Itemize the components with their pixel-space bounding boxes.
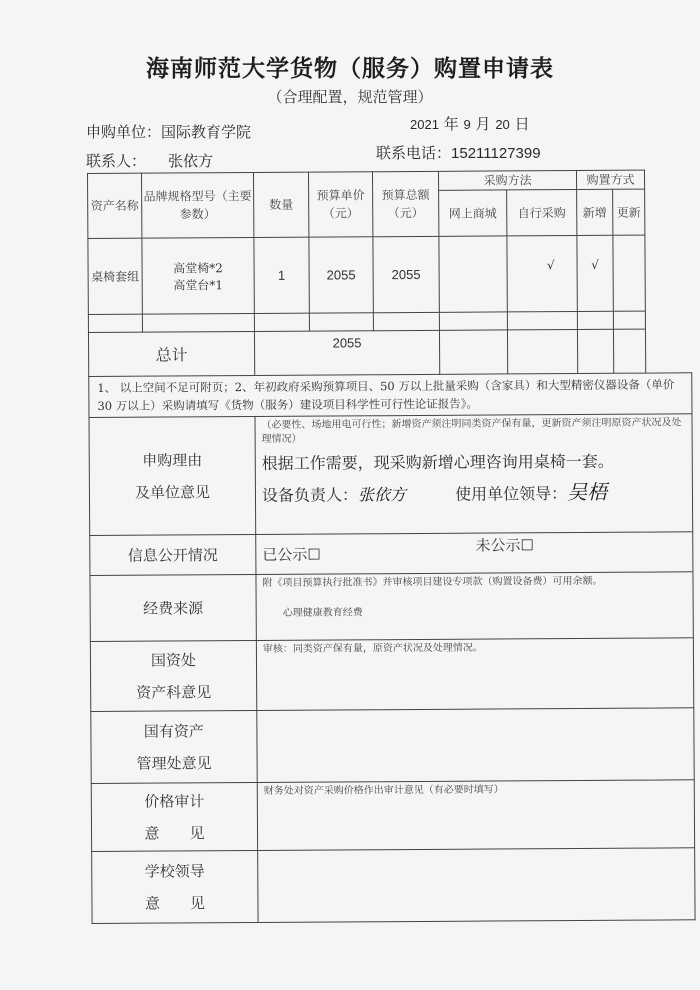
date-day-label: 日: [514, 115, 530, 133]
header-brand-spec: 品牌规格型号（主要参数）: [142, 172, 254, 238]
empty-cell: [577, 311, 613, 329]
reason-label-line2: 及单位意见: [134, 482, 211, 502]
header-unit-price: 预算单价（元）: [308, 172, 372, 237]
spacer: [645, 329, 691, 373]
price-audit-label-line2: 意 见: [144, 823, 205, 843]
empty-cell: [613, 311, 645, 329]
spacer: [645, 170, 691, 189]
disclosure-label: 信息公开情况: [90, 534, 256, 575]
cell-self-purchase-check: √: [507, 236, 577, 312]
spacer: [645, 189, 691, 235]
asset-office-hint: 审核：同类资产保有量，原资产状况及处理情况。: [262, 642, 483, 655]
empty-cell: [613, 329, 645, 373]
asset-office-opinion[interactable]: [256, 638, 693, 711]
form-subtitle: （合理配置，规范管理）: [267, 88, 433, 106]
reason-row: [89, 414, 693, 536]
empty-cell: [88, 314, 142, 332]
price-audit-label-line1: 价格审计: [144, 791, 205, 811]
funding-source: 心理健康教育经费: [282, 607, 363, 619]
school-leader-label: [92, 850, 258, 923]
cell-new-check: √: [577, 235, 613, 311]
total-label: 总计: [88, 331, 254, 376]
asset-office-row: [90, 638, 693, 712]
date-year: 2021: [410, 117, 439, 132]
spacer: [645, 311, 691, 329]
spec-line-1: 高堂椅*2: [173, 260, 223, 275]
phone-field: [376, 142, 541, 163]
header-total-price: 预算总额（元）: [372, 171, 438, 236]
cell-quantity: 1: [254, 237, 309, 313]
school-leader-opinion[interactable]: [258, 848, 695, 923]
disclosure-options: [256, 532, 693, 575]
purchase-request-table: [87, 169, 696, 924]
form-title: 海南师范大学货物（服务）购置申请表: [146, 56, 554, 82]
header-quantity: 数量: [253, 172, 308, 237]
header-purchase-type: 购置方式: [577, 170, 645, 189]
school-leader-label-line1: 学校领导: [144, 861, 205, 881]
empty-cell: [254, 313, 309, 331]
reason-content-cell: [255, 414, 693, 535]
phone-label: 联系电话：: [376, 144, 452, 162]
state-asset-label-line1: 国有资产: [143, 721, 204, 741]
contact-label: 联系人：: [86, 152, 147, 170]
reason-label-line1: 申购理由: [142, 450, 203, 470]
contact-value: 张依方: [168, 152, 214, 170]
table-row: [88, 235, 691, 315]
total-value: 2055: [254, 330, 439, 375]
contact-field: [86, 150, 213, 171]
empty-cell: [577, 329, 613, 373]
date-day: 20: [495, 117, 510, 132]
reason-signatures: [256, 476, 692, 511]
reason-hint: （必要性、场地用电可行性；新增资产须注明同类资产保有量，更新资产须注明原资产状况及处理情况）: [261, 417, 682, 445]
funding-hint: 附《项目预算执行批准书》并审核项目建设专项款（购置设备费）可用余额。: [262, 575, 603, 589]
state-asset-row: [91, 708, 694, 784]
form-note: 1、 以上空间不足可附页；2、年初政府采购预算项目、50 万以上批量采购（含家具）和大型精密仪器设备（单价 30 万以上）采购请填写《货物（服务）建设项目科学性可行性论证报告》。: [89, 373, 692, 418]
cell-online-mall: [439, 236, 507, 312]
header-purchase-method: 采购方法: [438, 171, 576, 191]
applicant-unit-field: [86, 121, 251, 142]
unpublished-checkbox[interactable]: 未公示☐: [475, 536, 535, 555]
empty-cell: [507, 330, 577, 374]
empty-cell: [142, 313, 254, 332]
state-asset-opinion[interactable]: [257, 708, 694, 783]
date-month: 9: [463, 117, 471, 132]
price-audit-opinion[interactable]: [257, 780, 694, 851]
unit-leader-signature: 吴梧: [567, 479, 608, 505]
funding-label: 经费来源: [90, 574, 256, 641]
reason-label: [89, 416, 256, 535]
date-field: [410, 113, 530, 134]
header-update: 更新: [613, 189, 645, 235]
applicant-unit-label: 申购单位：: [86, 123, 162, 141]
cell-unit-price: 2055: [309, 237, 373, 313]
reason-text: 根据工作需要，现采购新增心理咨询用桌椅一套。: [261, 451, 614, 473]
equipment-manager-signature: 张依方: [357, 485, 407, 505]
header-new: 新增: [577, 189, 613, 235]
note-row: [89, 373, 692, 418]
funding-content-cell: [256, 572, 693, 641]
empty-cell: [439, 312, 507, 330]
spacer: [645, 235, 691, 311]
school-leader-label-line2: 意 见: [144, 893, 206, 913]
unit-leader-label: 使用单位领导：: [455, 484, 568, 504]
price-audit-hint: 财务处对资产采购价格作出审计意见（有必要时填写）: [263, 784, 504, 797]
empty-cell: [373, 312, 439, 330]
date-month-label: 月: [475, 115, 491, 133]
cell-total-price: 2055: [373, 236, 439, 312]
disclosure-row: [90, 532, 693, 576]
price-audit-row: [91, 780, 694, 852]
applicant-unit-value: 国际教育学院: [161, 123, 252, 141]
total-row: [88, 329, 691, 377]
asset-office-label-line1: 国资处: [150, 650, 197, 670]
empty-cell: [507, 312, 577, 330]
header-self-purchase: 自行采购: [507, 190, 577, 236]
price-audit-label: [91, 782, 257, 851]
published-checkbox[interactable]: 已公示☐: [262, 545, 321, 564]
asset-office-label: [90, 640, 256, 711]
school-leader-row: [92, 848, 695, 924]
date-year-label: 年: [443, 115, 459, 133]
cell-update: [613, 235, 645, 311]
state-asset-label-line2: 管理处意见: [136, 753, 212, 773]
empty-cell: [439, 330, 507, 374]
spec-line-2: 高堂台*1: [173, 277, 224, 292]
header-asset-name: 资产名称: [88, 173, 142, 238]
phone-value: 15211127399: [451, 145, 541, 162]
empty-cell: [309, 313, 373, 331]
equipment-manager-label: 设备负责人：: [261, 485, 359, 505]
header-online-mall: 网上商城: [439, 190, 507, 236]
cell-brand-spec: [142, 237, 254, 314]
cell-asset-name: 桌椅套组: [88, 238, 142, 314]
asset-office-label-line2: 资产科意见: [136, 682, 212, 702]
funding-row: [90, 572, 693, 642]
state-asset-label: [91, 710, 257, 783]
